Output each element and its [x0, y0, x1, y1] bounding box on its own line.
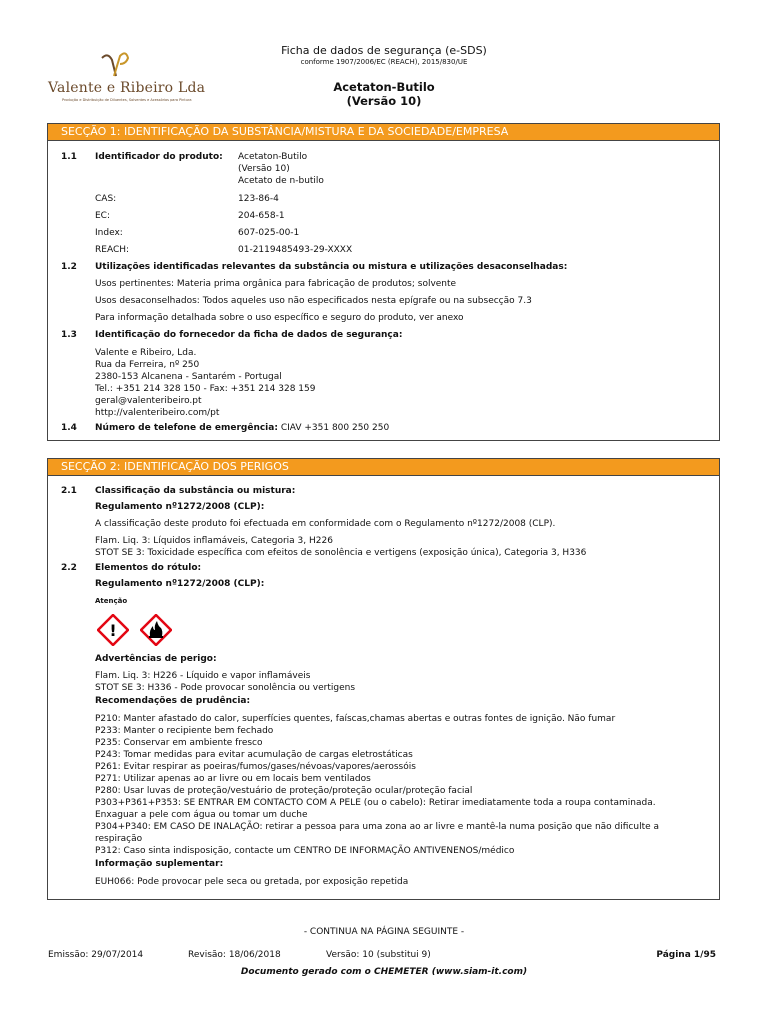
precaution-p280: P280: Usar luvas de proteção/vestuário de proteção/proteção ocular/proteção facial [95, 786, 473, 796]
index-value: 607-025-00-1 [238, 228, 300, 238]
product-identifier-value: Acetaton-Butilo [238, 152, 308, 162]
section-1-4-number: 1.4 [61, 423, 77, 433]
emission-date: Emissão: 29/07/2014 [48, 950, 144, 960]
index-label: Index: [95, 228, 123, 238]
emergency-phone-label: Número de telefone de emergência: [95, 423, 278, 433]
section-2-1-number: 2.1 [61, 486, 77, 496]
use-info-note: Para informação detalhada sobre o uso específico e seguro do produto, ver anexo [95, 313, 464, 323]
ghs02-flame-icon [140, 614, 172, 646]
section-1-1-number: 1.1 [61, 152, 77, 162]
classification-stot-se: STOT SE 3: Toxicidade específica com efeitos de sonolência e vertigens (exposição única), Categoria 3, H336 [95, 548, 587, 558]
precaution-p304: P304+P340: EM CASO DE INALAÇÃO: retirar a pessoa para uma zona ao ar livre e mantê-la numa posição que não dificulte a [95, 822, 660, 832]
product-version: (Versão 10) [346, 94, 422, 108]
precaution-p261: P261: Evitar respirar as poeiras/fumos/gases/névoas/vapores/aerossóis [95, 762, 416, 772]
precaution-p233: P233: Manter o recipiente bem fechado [95, 726, 274, 736]
clp-regulation-heading: Regulamento nº1272/2008 (CLP): [95, 502, 265, 512]
section-1-header: SECÇÃO 1: IDENTIFICAÇÃO DA SUBSTÂNCIA/MISTURA E DA SOCIEDADE/EMPRESA [48, 124, 719, 141]
emergency-phone-value: CIAV +351 800 250 250 [280, 423, 390, 433]
logo-emblem-icon [96, 50, 136, 80]
precaution-p303-cont: Enxaguar a pele com água ou tomar um duche [95, 810, 308, 820]
section-1-3-number: 1.3 [61, 330, 77, 340]
hazard-statement-h226: Flam. Liq. 3: H226 - Líquido e vapor inflamáveis [95, 671, 311, 681]
ec-label: EC: [95, 211, 111, 221]
signal-word: Atenção [95, 597, 128, 605]
supplementary-info-title: Informação suplementar: [95, 859, 224, 869]
precaution-p312: P312: Caso sinta indisposição, contacte um CENTRO DE INFORMAÇÃO ANTIVENENOS/médico [95, 846, 515, 856]
product-name: Acetaton-Butilo [333, 80, 435, 94]
company-logo [48, 50, 206, 106]
hazard-statement-h336: STOT SE 3: H336 - Pode provocar sonolência ou vertigens [95, 683, 356, 693]
product-title [200, 80, 568, 108]
section-2 [47, 458, 720, 900]
version-info: Versão: 10 (substitui 9) [326, 950, 431, 960]
precaution-p303: P303+P361+P353: SE ENTRAR EM CONTACTO COM A PELE (ou o cabelo): Retirar imediatamente toda a roupa contaminada. [95, 798, 656, 808]
exclamation-mark: ! [109, 621, 117, 640]
precaution-p235: P235: Conservar em ambiente fresco [95, 738, 263, 748]
emergency-phone [95, 423, 389, 434]
section-2-1-label: Classificação da substância ou mistura: [95, 486, 296, 496]
cas-value: 123-86-4 [238, 194, 279, 204]
ghs07-exclamation-icon [97, 614, 129, 646]
precaution-p271: P271: Utilizar apenas ao ar livre ou em locais bem ventilados [95, 774, 371, 784]
supplier-name: Valente e Ribeiro, Lda. [95, 348, 197, 358]
section-2-header: SECÇÃO 2: IDENTIFICAÇÃO DOS PERIGOS [48, 459, 719, 476]
reach-label: REACH: [95, 245, 130, 255]
precaution-p304-cont: respiração [95, 834, 143, 844]
reach-value: 01-2119485493-29-XXXX [238, 245, 353, 255]
supplier-email-link[interactable]: geral@valenteribeiro.pt [95, 396, 202, 406]
section-2-2-label: Elementos do rótulo: [95, 563, 202, 573]
relevant-uses: Usos pertinentes: Materia prima orgânica para fabricação de produtos; solvente [95, 279, 457, 289]
precautionary-statements-title: Recomendações de prudência: [95, 696, 251, 706]
section-1-2-number: 1.2 [61, 262, 77, 272]
classification-statement: A classificação deste produto foi efectuada em conformidade com o Regulamento nº1272/2008 (CLP). [95, 519, 556, 529]
page-number: Página 1/95 [656, 950, 716, 960]
revision-date: Revisão: 18/06/2018 [188, 950, 281, 960]
section-1 [47, 123, 720, 441]
document-title: Ficha de dados de segurança (e-SDS) [281, 44, 487, 57]
supplementary-euh066: EUH066: Pode provocar pele seca ou gretada, por exposição repetida [95, 877, 409, 887]
section-1-1-label: Identificador do produto: [95, 152, 223, 162]
product-version-value: (Versão 10) [238, 164, 290, 174]
product-substance-name: Acetato de n-butilo [238, 176, 324, 186]
generator-credit: Documento gerado com o CHEMETER (www.siam-it.com) [240, 967, 528, 977]
section-2-2-number: 2.2 [61, 563, 77, 573]
ec-value: 204-658-1 [238, 211, 285, 221]
cas-label: CAS: [95, 194, 117, 204]
uses-advised-against: Usos desaconselhados: Todos aqueles uso não especificados nesta epígrafe ou na subsecção 7.3 [95, 296, 532, 306]
continue-notice: - CONTINUA NA PÁGINA SEGUINTE - [303, 927, 465, 937]
logo-tagline: Produção e Distribuição de Diluentes, Solventes e Acessórios para Pintura [62, 98, 192, 102]
document-subtitle: conforme 1907/2006/EC (REACH), 2015/830/UE [300, 58, 468, 66]
label-clp-regulation-heading: Regulamento nº1272/2008 (CLP): [95, 579, 265, 589]
section-1-3-label: Identificação do fornecedor da ficha de dados de segurança: [95, 330, 403, 340]
precaution-p210: P210: Manter afastado do calor, superfícies quentes, faíscas,chamas abertas e outras fontes de ignição. Não fumar [95, 714, 616, 724]
section-1-2-label: Utilizações identificadas relevantes da substância ou mistura e utilizações desaconselhadas: [95, 262, 568, 272]
logo-brand-text: Valente e Ribeiro Lda [48, 80, 206, 96]
supplier-city: 2380-153 Alcanena - Santarém - Portugal [95, 372, 282, 382]
supplier-phone: Tel.: +351 214 328 150 - Fax: +351 214 328 159 [95, 384, 316, 394]
supplier-website-link[interactable]: http://valenteribeiro.com/pt [95, 408, 220, 418]
classification-flam-liq: Flam. Liq. 3: Líquidos inflamáveis, Categoria 3, H226 [95, 536, 333, 546]
hazard-statements-title: Advertências de perigo: [95, 654, 217, 664]
precaution-p243: P243: Tomar medidas para evitar acumulação de cargas eletrostáticas [95, 750, 413, 760]
supplier-street: Rua da Ferreira, nº 250 [95, 360, 200, 370]
